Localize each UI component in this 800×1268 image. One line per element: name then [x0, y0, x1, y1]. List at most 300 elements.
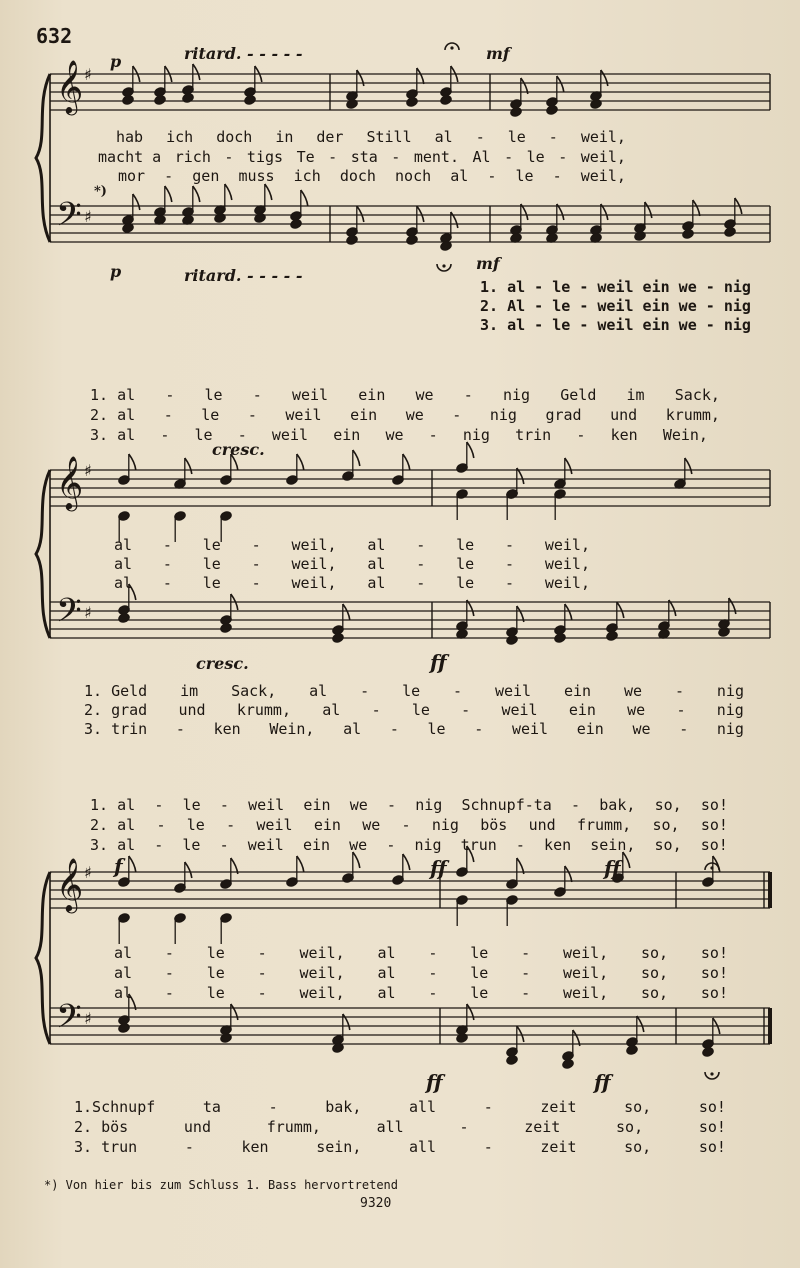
- note-head: [182, 93, 194, 104]
- lyric-syllable: ken: [241, 1138, 269, 1156]
- lyric-syllable: -: [237, 426, 247, 444]
- ritard-marking: ritard. - - - - -: [184, 44, 303, 63]
- dynamic-ff: ff: [430, 856, 447, 880]
- lyric-syllable: weil: [256, 816, 293, 834]
- lyric-syllable: so,: [654, 836, 682, 854]
- lyric-syllable: weil: [494, 682, 532, 700]
- lyric-syllable: le: [202, 536, 221, 554]
- lyric-syllable: frumm,: [576, 816, 632, 834]
- note-flag: [297, 454, 304, 470]
- note-head: [510, 107, 522, 118]
- lyric-syllable: weil: [511, 720, 549, 738]
- lyric-syllable: bak,: [599, 796, 636, 814]
- treble-clef-icon: 𝄞: [56, 857, 84, 911]
- lyric-syllable: -: [164, 964, 174, 982]
- lyric-syllable: Wein,: [269, 720, 315, 738]
- lyric-syllable: -: [452, 406, 462, 424]
- lyric-syllable: so,: [652, 816, 680, 834]
- lyric-syllable: sta: [350, 148, 378, 166]
- lyric-line-1: [74, 1098, 726, 1116]
- lyric-syllable: und: [178, 701, 206, 719]
- lyric-syllable: all: [409, 1098, 437, 1116]
- lyric-syllable: und: [183, 1118, 211, 1136]
- note-head: [546, 105, 558, 116]
- note-flag: [645, 202, 652, 218]
- lyric-syllable: ein: [564, 682, 592, 700]
- lyric-line-2: [90, 816, 728, 834]
- note-head: [406, 235, 418, 246]
- lyric-syllable: -: [154, 836, 164, 854]
- plate-number: 9320: [360, 1196, 392, 1211]
- note-flag: [353, 450, 360, 466]
- lyric-line-2: [98, 148, 626, 166]
- note-flag: [185, 458, 192, 474]
- lyric-syllable: -: [165, 386, 175, 404]
- dynamic-p: p: [110, 262, 122, 281]
- lyric-syllable: le: [182, 836, 201, 854]
- lyric-line-3: [74, 1138, 726, 1156]
- key-signature-sharp: ♯: [84, 603, 92, 622]
- lyric-syllable: -: [257, 964, 267, 982]
- lyric-syllable: ein: [576, 720, 604, 738]
- lyric-syllable: ein: [302, 836, 331, 854]
- note-flag: [623, 852, 630, 868]
- note-head: [254, 213, 266, 224]
- lyric-syllable: we: [349, 836, 368, 854]
- lyric-syllable: al: [343, 720, 362, 738]
- lyric-syllable: sein,: [590, 836, 636, 854]
- lyric-syllable: -: [156, 816, 166, 834]
- lyric-syllable: Sack,: [674, 386, 720, 404]
- note-flag: [297, 856, 304, 872]
- lyric-line-3: [90, 426, 708, 444]
- lyric-syllable: nig: [415, 796, 443, 814]
- lyric-syllable: ein: [333, 426, 361, 444]
- lyric-syllable: -: [164, 984, 174, 1002]
- lyric-syllable: le: [411, 701, 430, 719]
- lyric-syllable: 3. al: [90, 836, 136, 854]
- lyric-syllable: nig: [462, 426, 490, 444]
- lyric-syllable: al: [114, 984, 133, 1002]
- lyric-syllable: weil,: [562, 984, 609, 1002]
- lyric-syllable: macht a: [98, 148, 162, 166]
- lyric-syllable: we: [385, 426, 404, 444]
- fermata-dot: [442, 264, 445, 267]
- lyric-syllable: le: [456, 574, 475, 592]
- lyric-syllable: mor: [118, 167, 146, 185]
- lyric-syllable: gen: [192, 167, 220, 185]
- lyric-syllable: -: [505, 574, 515, 592]
- lyric-syllable: bak,: [325, 1098, 362, 1116]
- lyric-syllable: le: [526, 148, 545, 166]
- note-flag: [265, 184, 272, 200]
- lyric-syllable: ein: [350, 406, 378, 424]
- lyric-syllable: -: [676, 701, 686, 719]
- lyric-syllable: -: [521, 964, 531, 982]
- lyric-syllable: 3. al: [90, 426, 136, 444]
- lyric-syllable: -: [487, 167, 497, 185]
- lyric-syllable: -: [552, 167, 562, 185]
- note-head: [154, 95, 166, 106]
- lyric-syllable: -: [428, 964, 438, 982]
- lyric-syllable: sein,: [316, 1138, 362, 1156]
- lyric-line-1: [84, 682, 744, 700]
- dynamic-mf: mf: [476, 254, 500, 273]
- lyric-syllable: ich: [166, 128, 194, 146]
- lyric-syllable: weil: [248, 796, 285, 814]
- note-head: [562, 1059, 574, 1070]
- lyric-syllable: al: [377, 964, 396, 982]
- note-head: [346, 99, 358, 110]
- lyric-syllable: le: [456, 536, 475, 554]
- lyric-syllable: -: [219, 796, 229, 814]
- lyric-syllable: nig: [716, 720, 744, 738]
- lyric-syllable: -: [505, 555, 515, 573]
- lyric-syllable: -: [521, 984, 531, 1002]
- lyric-syllable: -: [184, 1138, 194, 1156]
- note-head: [290, 219, 302, 230]
- lyric-syllable: -: [160, 426, 170, 444]
- note-flag: [565, 866, 572, 882]
- dynamic-f: f: [114, 854, 123, 878]
- note-flag: [133, 194, 140, 210]
- lyric-syllable: zeit: [540, 1098, 577, 1116]
- lyric-syllable: weil,: [580, 128, 626, 146]
- lyric-syllable: weil,: [291, 536, 337, 554]
- lyric-line-3: [90, 836, 728, 854]
- lyric-syllable: in: [275, 128, 294, 146]
- lyric-syllable: -: [428, 426, 438, 444]
- lyric-syllable: -: [463, 386, 473, 404]
- lyric-syllable: so!: [700, 984, 728, 1002]
- note-flag: [685, 458, 692, 474]
- lyric-syllable: al: [367, 555, 386, 573]
- lyric-syllable: krumm,: [236, 701, 291, 719]
- key-signature-sharp: ♯: [84, 863, 92, 882]
- lyric-syllable: 2. al: [90, 816, 136, 834]
- lyric-syllable: ken: [610, 426, 638, 444]
- dynamic-mf: mf: [486, 44, 510, 63]
- lyric-syllable: weil,: [299, 964, 345, 982]
- lyric-syllable: muss: [238, 167, 275, 185]
- note-head: [456, 1033, 468, 1044]
- lyric-syllable: le: [202, 555, 221, 573]
- lyric-syllable: -: [558, 148, 568, 166]
- lyric-syllable: tigs: [246, 148, 284, 166]
- lyric-syllable: -: [674, 682, 684, 700]
- fermata-dot: [710, 866, 713, 869]
- note-flag: [565, 458, 572, 474]
- lyric-syllable: weil,: [544, 555, 590, 573]
- lyric-syllable: so,: [640, 984, 669, 1002]
- lyric-syllable: -: [154, 796, 164, 814]
- lyric-syllable: -: [257, 984, 267, 1002]
- lyric-syllable: zeit: [540, 1138, 577, 1156]
- lyric-syllable: nig: [431, 816, 459, 834]
- lyric-syllable: -: [391, 148, 401, 166]
- lyric-syllable: nig: [716, 682, 744, 700]
- lyric-line-1: [90, 386, 720, 404]
- lyric-syllable: -: [257, 944, 267, 962]
- lyric-syllable: bös: [480, 816, 508, 834]
- lyric-syllable: le: [204, 386, 223, 404]
- lyric-syllable: -: [162, 555, 172, 573]
- lyric-syllable: we: [349, 796, 368, 814]
- key-signature-sharp: ♯: [84, 65, 92, 84]
- lyric-syllable: al: [377, 944, 396, 962]
- lyric-syllable: -: [459, 1118, 469, 1136]
- lyric-syllable: -: [416, 555, 426, 573]
- lyric-syllable: we: [627, 701, 646, 719]
- lyric-syllable: weil,: [291, 574, 337, 592]
- lyric-syllable: ment.: [413, 148, 459, 166]
- lyric-syllable: der: [316, 128, 344, 146]
- note-flag: [517, 1026, 524, 1042]
- lyric-syllable: so,: [624, 1098, 652, 1116]
- lyric-syllable: -: [360, 682, 370, 700]
- note-head: [506, 635, 518, 646]
- lyric-syllable: ken: [213, 720, 241, 738]
- lyric-syllable: weil,: [299, 944, 345, 962]
- lyric-syllable: -: [679, 720, 689, 738]
- lyric-syllable: -: [252, 386, 262, 404]
- lyric-syllable: -: [371, 701, 381, 719]
- lyric-syllable: le: [515, 167, 534, 185]
- lyric-syllable: we: [362, 816, 381, 834]
- key-signature-sharp: ♯: [84, 1009, 92, 1028]
- treble-clef-icon: 𝄞: [56, 455, 84, 509]
- lyric-syllable: al: [114, 555, 133, 573]
- lyric-syllable: und: [528, 816, 556, 834]
- lyric-syllable: al: [434, 128, 453, 146]
- note-flag: [417, 206, 424, 222]
- lyric-syllable: trin: [515, 426, 552, 444]
- lyric-syllable: weil,: [544, 574, 590, 592]
- lyric-syllable: ein: [568, 701, 596, 719]
- note-flag: [637, 1016, 644, 1032]
- lyric-syllable: Geld: [560, 386, 597, 404]
- lyric-syllable: doch: [216, 128, 253, 146]
- lyric-line-3: [84, 720, 744, 738]
- lyric-syllable: all: [409, 1138, 437, 1156]
- lyric-syllable: 2. grad: [84, 701, 148, 719]
- treble-clef-icon: 𝄞: [56, 59, 84, 113]
- lyric-line-3: 3. al - le - weil ein we - nig: [480, 316, 751, 334]
- lyric-syllable: -: [175, 720, 185, 738]
- note-flag: [403, 454, 410, 470]
- lyric-syllable: so!: [700, 964, 728, 982]
- lyric-syllable: -: [483, 1138, 493, 1156]
- note-head: [626, 1045, 638, 1056]
- lyric-syllable: so!: [700, 944, 728, 962]
- lyric-syllable: -: [416, 536, 426, 554]
- lyric-syllable: 3. trun: [74, 1138, 138, 1156]
- lyric-syllable: Al: [472, 148, 491, 166]
- lyric-syllable: -: [164, 944, 174, 962]
- lyric-syllable: le: [402, 682, 421, 700]
- note-head: [346, 235, 358, 246]
- lyric-syllable: we: [405, 406, 424, 424]
- lyric-syllable: al: [114, 964, 133, 982]
- note-head: [244, 95, 256, 106]
- lyric-line-3: [114, 574, 590, 592]
- lyric-syllable: -: [515, 836, 525, 854]
- lyric-syllable: und: [610, 406, 638, 424]
- lyric-syllable: le: [201, 406, 220, 424]
- lyric-syllable: le: [507, 128, 526, 146]
- lyric-line-1: [114, 536, 590, 554]
- ritard-marking: ritard. - - - - -: [184, 266, 303, 285]
- lyric-syllable: im: [180, 682, 199, 700]
- lyric-syllable: al: [309, 682, 328, 700]
- lyric-syllable: le: [186, 816, 205, 834]
- lyric-syllable: ta: [202, 1098, 221, 1116]
- lyric-syllable: Schnupf-ta: [461, 796, 552, 814]
- lyric-syllable: nig: [716, 701, 744, 719]
- lyric-syllable: -: [386, 836, 396, 854]
- note-head: [590, 99, 602, 110]
- lyric-syllable: im: [626, 386, 645, 404]
- lyric-syllable: doch: [339, 167, 376, 185]
- lyric-syllable: weil: [271, 426, 309, 444]
- lyric-syllable: al: [114, 536, 133, 554]
- dynamic-ff: ff: [604, 856, 621, 880]
- lyric-syllable: ich: [293, 167, 321, 185]
- dynamic-ff: ff: [426, 1070, 443, 1094]
- lyric-syllable: all: [376, 1118, 404, 1136]
- lyric-syllable: le: [194, 426, 213, 444]
- lyric-syllable: weil,: [299, 984, 345, 1002]
- note-head: [220, 1033, 232, 1044]
- lyric-syllable: -: [251, 536, 261, 554]
- note-flag: [185, 862, 192, 878]
- note-head: [122, 95, 134, 106]
- lyric-syllable: -: [268, 1098, 278, 1116]
- lyric-syllable: -: [571, 796, 581, 814]
- lyric-syllable: -: [224, 148, 234, 166]
- note-head: [332, 633, 344, 644]
- note-head: [214, 213, 226, 224]
- lyric-line-2: 2. Al - le - weil ein we - nig: [480, 297, 751, 315]
- lyric-syllable: -: [401, 816, 411, 834]
- lyric-syllable: hab: [116, 128, 144, 146]
- note-flag: [225, 184, 232, 200]
- lyric-syllable: al: [114, 574, 133, 592]
- lyric-syllable: -: [453, 682, 463, 700]
- lyric-syllable: we: [624, 682, 643, 700]
- lyric-syllable: weil: [285, 406, 322, 424]
- lyric-syllable: -: [461, 701, 471, 719]
- lyric-syllable: Wein,: [662, 426, 708, 444]
- lyric-syllable: Sack,: [231, 682, 277, 700]
- key-signature-sharp: ♯: [84, 461, 92, 480]
- lyric-line-2: [84, 701, 744, 719]
- note-head: [220, 623, 232, 634]
- note-head: [682, 229, 694, 240]
- key-signature-sharp: ♯: [84, 207, 92, 226]
- lyric-syllable: al: [377, 984, 396, 1002]
- bass-clef-icon: 𝄢: [56, 592, 82, 638]
- note-head: [506, 1055, 518, 1066]
- lyric-line-1: [90, 796, 728, 814]
- note-head: [606, 631, 618, 642]
- lyric-syllable: al: [114, 944, 133, 962]
- lyric-syllable: nig: [489, 406, 517, 424]
- footnote: *) Von hier bis zum Schluss 1. Bass hervortretend: [44, 1178, 399, 1192]
- lyric-line-2: [114, 964, 728, 982]
- lyric-syllable: le: [470, 944, 489, 962]
- dynamic-cresc: cresc.: [196, 654, 249, 673]
- lyric-syllable: weil,: [580, 167, 626, 185]
- lyric-syllable: noch: [395, 167, 432, 185]
- system-brace: [36, 470, 50, 638]
- note-flag: [129, 454, 136, 470]
- lyric-syllable: -: [226, 816, 236, 834]
- lyric-syllable: 2. al: [90, 406, 136, 424]
- lyric-syllable: weil,: [291, 555, 337, 573]
- footnote-star: *): [94, 184, 107, 199]
- lyric-syllable: le: [427, 720, 446, 738]
- lyric-syllable: nig: [414, 836, 442, 854]
- lyric-line-3: [114, 984, 728, 1002]
- note-head: [634, 231, 646, 242]
- fermata-dot: [710, 1072, 713, 1075]
- lyric-syllable: al: [367, 574, 386, 592]
- lyric-syllable: 3. trin: [84, 720, 148, 738]
- lyric-syllable: weil,: [562, 964, 609, 982]
- lyric-line-1: [116, 128, 626, 146]
- dynamic-ff: ff: [430, 650, 447, 674]
- note-head: [118, 1023, 130, 1034]
- lyric-syllable: -: [474, 720, 484, 738]
- lyric-syllable: zeit: [524, 1118, 561, 1136]
- lyric-syllable: -: [162, 574, 172, 592]
- note-flag: [353, 852, 360, 868]
- lyric-syllable: weil,: [562, 944, 609, 962]
- lyric-syllable: le: [206, 964, 225, 982]
- note-flag: [301, 190, 308, 206]
- bass-clef-icon: 𝄢: [56, 998, 82, 1044]
- lyric-syllable: le: [206, 944, 225, 962]
- lyric-syllable: so,: [640, 964, 669, 982]
- lyric-syllable: -: [164, 167, 174, 185]
- note-flag: [343, 604, 350, 620]
- lyric-syllable: -: [247, 406, 257, 424]
- note-head: [440, 95, 452, 106]
- lyric-line-2: [90, 406, 720, 424]
- lyric-syllable: -: [428, 984, 438, 1002]
- note-head: [718, 627, 730, 638]
- dynamic-ff: ff: [594, 1070, 611, 1094]
- lyric-syllable: Still: [366, 128, 412, 146]
- note-flag: [617, 602, 624, 618]
- system-brace: [36, 872, 50, 1044]
- lyric-syllable: le: [206, 984, 225, 1002]
- note-flag: [565, 604, 572, 620]
- lyric-syllable: -: [576, 426, 586, 444]
- lyric-syllable: so!: [700, 836, 728, 854]
- lyric-syllable: so,: [654, 796, 682, 814]
- note-head: [118, 613, 130, 624]
- lyric-syllable: -: [416, 574, 426, 592]
- lyric-syllable: al: [322, 701, 341, 719]
- dynamic-p: p: [110, 52, 122, 71]
- lyric-syllable: so,: [616, 1118, 644, 1136]
- lyric-syllable: -: [251, 555, 261, 573]
- lyric-syllable: so,: [640, 944, 669, 962]
- lyric-syllable: -: [251, 574, 261, 592]
- note-flag: [357, 206, 364, 222]
